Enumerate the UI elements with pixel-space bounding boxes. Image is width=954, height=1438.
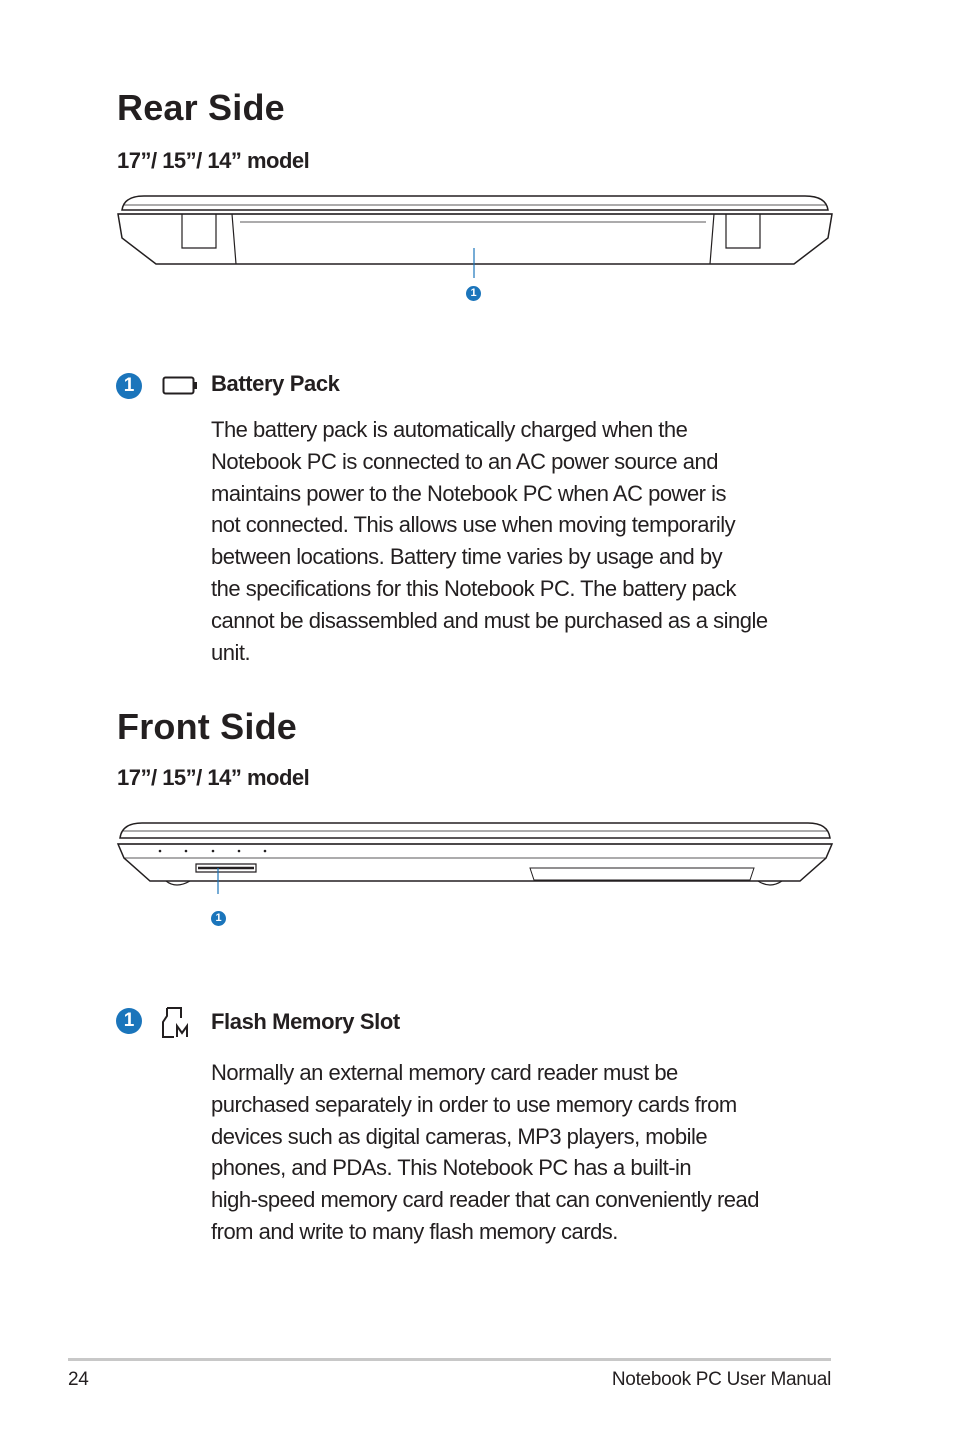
flash-slot-item-number: 1 (116, 1008, 142, 1034)
footer-divider (68, 1358, 831, 1361)
front-callout-badge: 1 (211, 911, 226, 926)
memory-card-icon (160, 1006, 194, 1040)
front-side-illustration (110, 816, 840, 894)
battery-text-line: maintains power to the Notebook PC when AC power is (211, 480, 727, 506)
battery-text-line: not connected. This allows use when moving temporarily (211, 512, 736, 538)
flash-memory-slot-description (211, 1057, 841, 1248)
rear-side-illustration (110, 188, 840, 278)
battery-text-line: Notebook PC is connected to an AC power source and (211, 448, 718, 474)
battery-text-line: The battery pack is automatically charged when the (211, 417, 688, 442)
battery-item-number: 1 (116, 373, 142, 399)
flash-text-line: phones, and PDAs. This Notebook PC has a built-in (211, 1155, 692, 1181)
battery-pack-description (211, 414, 841, 668)
front-model-label: 17”/ 15”/ 14” model (117, 765, 310, 790)
flash-text-line: purchased separately in order to use memory cards from (211, 1091, 737, 1117)
flash-text-line: from and write to many flash memory cards. (211, 1218, 618, 1244)
battery-icon (162, 375, 198, 397)
rear-model-label: 17”/ 15”/ 14” model (117, 148, 310, 173)
flash-memory-slot-title: Flash Memory Slot (211, 1009, 400, 1034)
manual-title: Notebook PC User Manual (611, 1369, 831, 1390)
battery-text-line: the specifications for this Notebook PC. The battery pack (211, 575, 737, 601)
battery-pack-title: Battery Pack (211, 371, 340, 396)
front-side-heading: Front Side (117, 706, 297, 747)
rear-side-heading: Rear Side (117, 87, 285, 128)
flash-text-line: high-speed memory card reader that can conveniently read (211, 1187, 759, 1213)
battery-text-line: unit. (211, 639, 251, 665)
page-number: 24 (68, 1369, 89, 1390)
flash-text-line: devices such as digital cameras, MP3 players, mobile (211, 1123, 708, 1149)
battery-text-line: between locations. Battery time varies by usage and by (211, 544, 723, 570)
flash-text-line: Normally an external memory card reader must be (211, 1060, 678, 1085)
rear-callout-badge: 1 (466, 286, 481, 301)
battery-text-line: cannot be disassembled and must be purchased as a single (211, 607, 768, 633)
